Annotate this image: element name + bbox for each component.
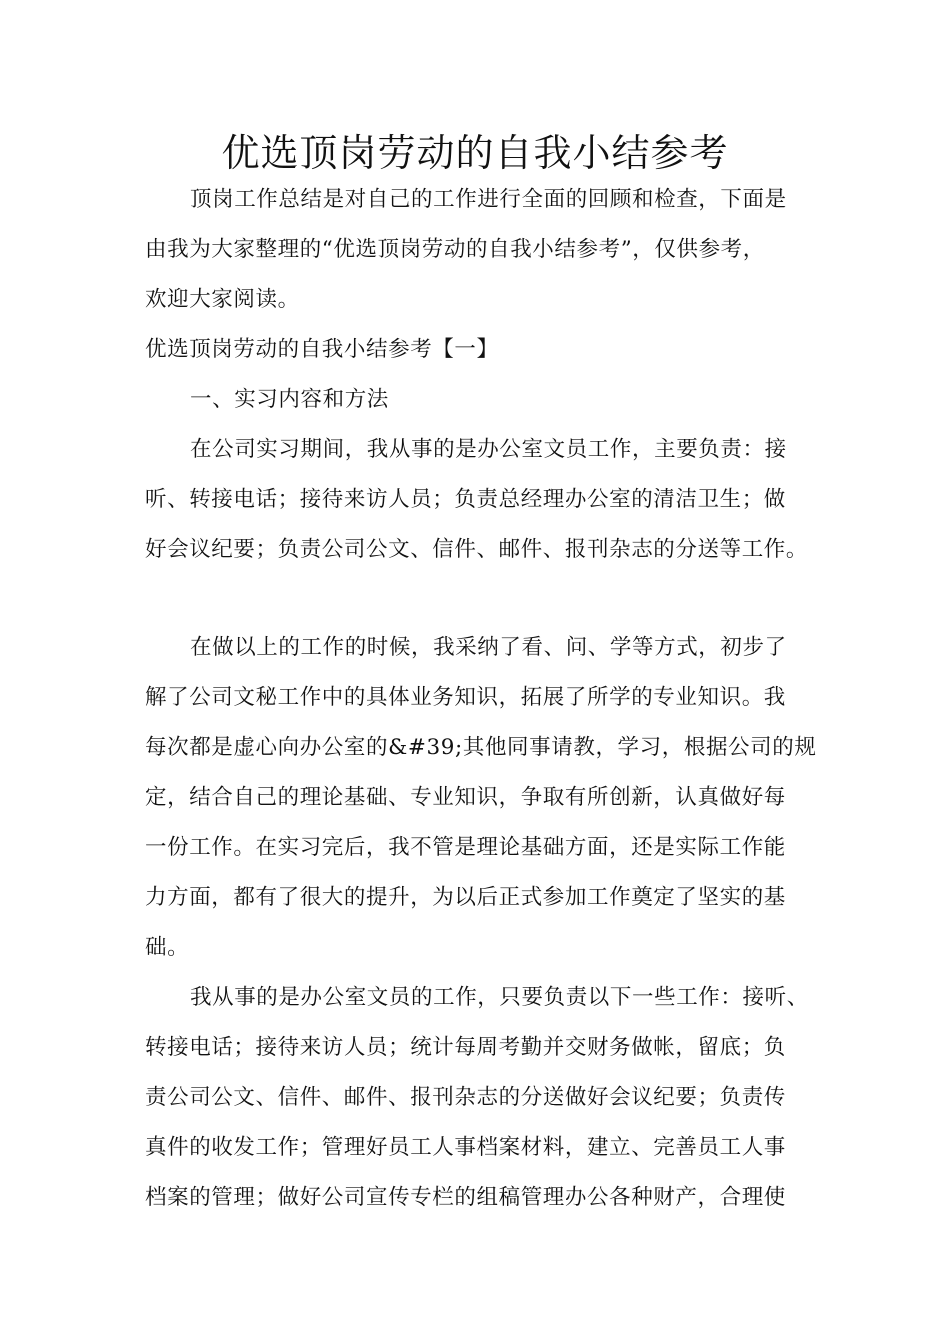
para-2-line-2: 解了公司文秘工作中的具体业务知识，拓展了所学的专业知识。我 bbox=[145, 685, 786, 710]
intro-line-2: 由我为大家整理的“优选顶岗劳动的自我小结参考”，仅供参考， bbox=[145, 237, 765, 262]
para-2-line-1: 在做以上的工作的时候，我采纳了看、问、学等方式，初步了 bbox=[190, 635, 787, 660]
para-1-line-1: 在公司实习期间，我从事的是办公室文员工作，主要负责：接 bbox=[190, 437, 787, 462]
section-title: 优选顶岗劳动的自我小结参考【一】 bbox=[145, 337, 499, 362]
para-3-line-4: 真件的收发工作；管理好员工人事档案材料，建立、完善员工人事 bbox=[145, 1135, 786, 1160]
para-3-line-3: 责公司公文、信件、邮件、报刊杂志的分送做好会议纪要；负责传 bbox=[145, 1085, 786, 1110]
para-2-line-5: 一份工作。在实习完后，我不管是理论基础方面，还是实际工作能 bbox=[145, 835, 786, 860]
intro-line-3: 欢迎大家阅读。 bbox=[145, 287, 300, 312]
para-2-line-7: 础。 bbox=[145, 935, 190, 960]
para-2-line-4: 定，结合自己的理论基础、专业知识，争取有所创新，认真做好每 bbox=[145, 785, 786, 810]
para-1-line-2: 听、转接电话；接待来访人员；负责总经理办公室的清洁卫生；做 bbox=[145, 487, 786, 512]
para-1-line-3: 好会议纪要；负责公司公文、信件、邮件、报刊杂志的分送等工作。 bbox=[145, 537, 809, 562]
para-3-line-5: 档案的管理；做好公司宣传专栏的组稿管理办公各种财产，合理使 bbox=[145, 1185, 786, 1210]
para-2-line-3: 每次都是虚心向办公室的&#39;其他同事请教，学习，根据公司的规 bbox=[145, 735, 817, 760]
intro-line-1: 顶岗工作总结是对自己的工作进行全面的回顾和检查，下面是 bbox=[190, 187, 787, 212]
document-title: 优选顶岗劳动的自我小结参考 bbox=[221, 131, 729, 175]
para-2-line-6: 力方面，都有了很大的提升，为以后正式参加工作奠定了坚实的基 bbox=[145, 885, 786, 910]
para-3-line-2: 转接电话；接待来访人员；统计每周考勤并交财务做帐，留底；负 bbox=[145, 1035, 786, 1060]
heading-1: 一、实习内容和方法 bbox=[190, 387, 389, 412]
para-3-line-1: 我从事的是办公室文员的工作，只要负责以下一些工作：接听、 bbox=[190, 985, 809, 1010]
